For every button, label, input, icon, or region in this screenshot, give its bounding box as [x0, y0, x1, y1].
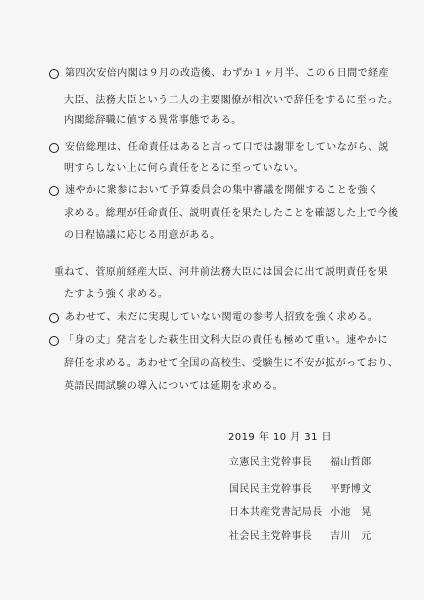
signer-role: 立憲民主党幹事長: [229, 457, 313, 468]
signer-role: 日本共産党書記局長: [229, 507, 323, 518]
item5-line1: あわせて、未だに実現していない関電の参考人招致を強く求める。: [65, 312, 379, 323]
item6-line2: 辞任を求める。あわせて全国の高校生、受験生に不安が拡がっており、: [64, 358, 399, 369]
para4-line2: たすよう強く求める。: [64, 289, 169, 300]
item2-line2: 明すらしない上に何ら責任をとるに至っていない。: [64, 163, 305, 174]
circle-bullet-icon: [49, 313, 59, 323]
item3-line3: の日程協議に応じる用意がある。: [64, 230, 221, 241]
item3-line2: 求める。総理が任命責任、説明責任を果たしたことを確認した上で今後: [64, 208, 399, 219]
signer-name: 福山哲郎: [330, 457, 372, 468]
item2-line1: 安倍総理は、任命責任はあると言って口では謝罪をしていながら、説: [65, 142, 389, 153]
item6-line1: 「身の丈」発言をした萩生田文科大臣の責任も極めて重い。速やかに: [64, 335, 388, 346]
item6-line3: 英語民間試験の導入については延期を求める。: [64, 381, 284, 392]
item1-line3: 内閣総辞職に値する異常事態である。: [64, 115, 242, 126]
circle-bullet-icon: [49, 143, 59, 153]
circle-bullet-icon: [49, 69, 59, 79]
signer-name: 吉川 元: [330, 531, 372, 542]
item1-line2: 大臣、法務大臣という二人の主要閣僚が相次いで辞任をするに至った。: [64, 95, 399, 106]
item1-line1: 第四次安倍内閣は９月の改造後、わずか１ヶ月半、この６日間で経産: [65, 68, 389, 79]
signer-role: 社会民主党幹事長: [229, 531, 313, 542]
para4-line1: 重ねて、菅原前経産大臣、河井前法務大臣には国会に出て説明責任を果: [54, 267, 388, 278]
item3-line1: 速やかに衆参において予算委員会の集中審議を開催することを強く: [65, 185, 379, 196]
signer-name: 平野博文: [330, 484, 372, 495]
signer-role: 国民民主党幹事長: [229, 484, 313, 495]
circle-bullet-icon: [49, 336, 59, 346]
signer-name: 小池 晃: [330, 507, 372, 518]
circle-bullet-icon: [49, 186, 59, 196]
statement-date: 2019 年 10 月 31 日: [228, 432, 332, 443]
